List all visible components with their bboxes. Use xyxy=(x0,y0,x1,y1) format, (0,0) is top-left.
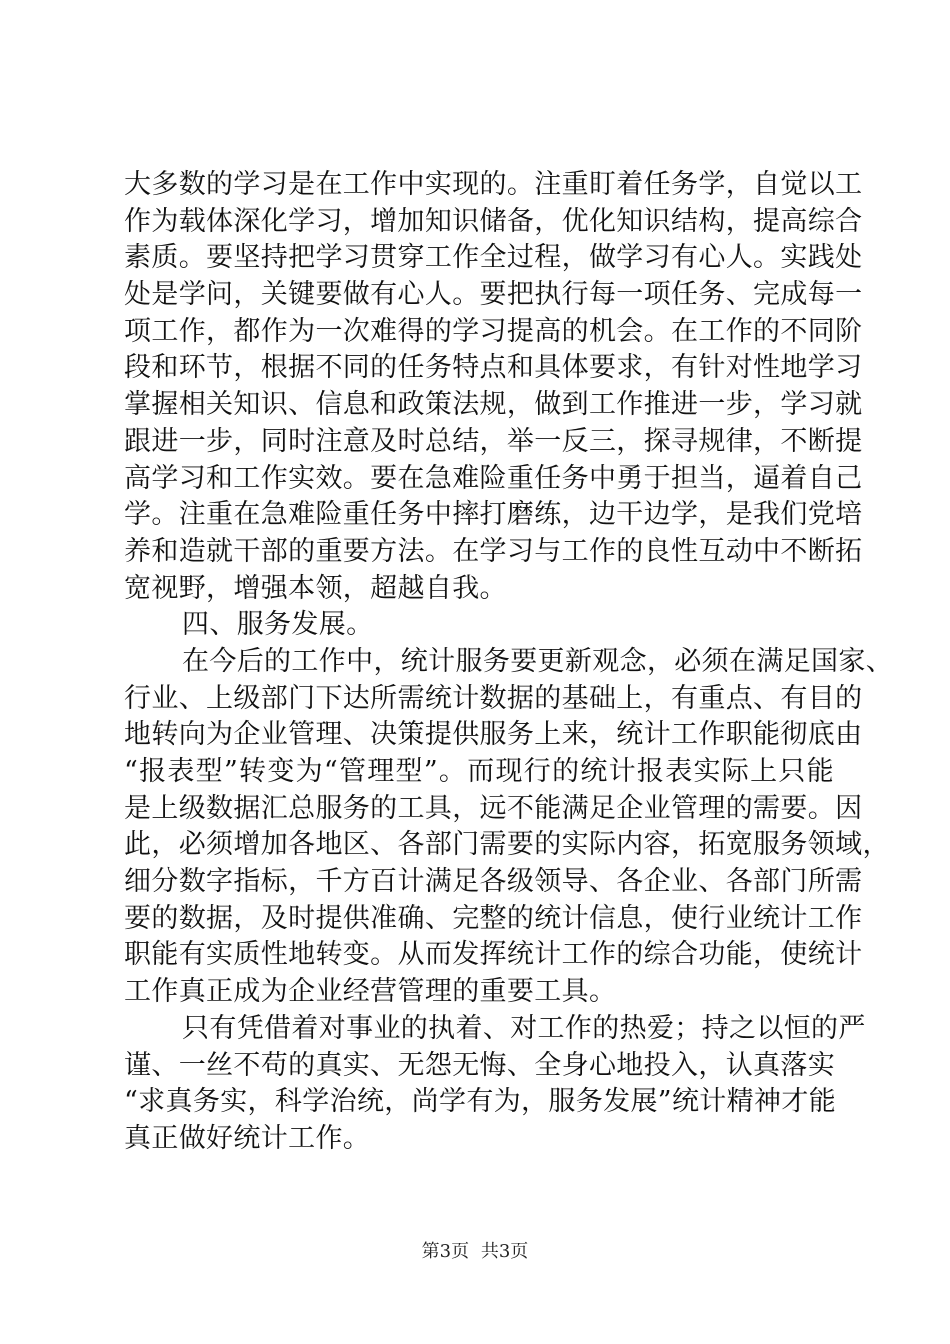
text-line: 谨、一丝不苟的真实、无怨无悔、全身心地投入，认真落实 xyxy=(124,1049,836,1081)
text-line: 跟进一步，同时注意及时总结，举一反三，探寻规律，不断提 xyxy=(124,425,863,457)
page-number: 第3页 xyxy=(421,1241,470,1262)
text-line: 学。注重在急难险重任务中摔打磨练，边干边学，是我们党培 xyxy=(124,499,863,531)
page-footer xyxy=(0,1240,950,1264)
text-line: 此，必须增加各地区、各部门需要的实际内容，拓宽服务领域， xyxy=(124,829,890,861)
text-line: 四、服务发展。 xyxy=(182,609,374,641)
text-line: 作为载体深化学习，增加知识储备，优化知识结构，提高综合 xyxy=(124,205,863,237)
text-line: 素质。要坚持把学习贯穿工作全过程，做学习有心人。实践处 xyxy=(124,242,863,274)
document-body xyxy=(124,167,894,1158)
page-total: 共3页 xyxy=(480,1241,529,1262)
text-line: 职能有实质性地转变。从而发挥统计工作的综合功能，使统计 xyxy=(124,939,863,971)
text-line: 真正做好统计工作。 xyxy=(124,1122,371,1154)
text-line: 大多数的学习是在工作中实现的。注重盯着任务学，自觉以工 xyxy=(124,169,863,200)
text-line: 处是学问，关键要做有心人。要把执行每一项任务、完成每一 xyxy=(124,279,863,311)
text-line: 地转向为企业管理、决策提供服务上来，统计工作职能彻底由 xyxy=(124,719,863,751)
text-line: 细分数字指标，千方百计满足各级领导、各企业、各部门所需 xyxy=(124,866,863,898)
text-line: 行业、上级部门下达所需统计数据的基础上，有重点、有目的 xyxy=(124,682,863,714)
text-line: 宽视野，增强本领，超越自我。 xyxy=(124,572,507,604)
text-line: 段和环节，根据不同的任务特点和具体要求，有针对性地学习 xyxy=(124,352,863,384)
text-line: “报表型”转变为“管理型”。而现行的统计报表实际上只能 xyxy=(124,756,834,787)
text-line: 要的数据，及时提供准确、完整的统计信息，使行业统计工作 xyxy=(124,902,863,934)
text-line: 养和造就干部的重要方法。在学习与工作的良性互动中不断拓 xyxy=(124,535,863,567)
text-line: 掌握相关知识、信息和政策法规，做到工作推进一步，学习就 xyxy=(124,389,863,421)
text-line: 在今后的工作中，统计服务要更新观念，必须在满足国家、 xyxy=(182,645,894,677)
text-line: 工作真正成为企业经营管理的重要工具。 xyxy=(124,976,617,1008)
text-line: 只有凭借着对事业的执着、对工作的热爱；持之以恒的严 xyxy=(182,1012,866,1044)
text-line: 是上级数据汇总服务的工具，远不能满足企业管理的需要。因 xyxy=(124,792,863,824)
text-line: 高学习和工作实效。要在急难险重任务中勇于担当，逼着自己 xyxy=(124,462,863,494)
text-line: 项工作，都作为一次难得的学习提高的机会。在工作的不同阶 xyxy=(124,315,863,347)
text-line: “求真务实，科学治统，尚学有为，服务发展”统计精神才能 xyxy=(124,1086,837,1118)
